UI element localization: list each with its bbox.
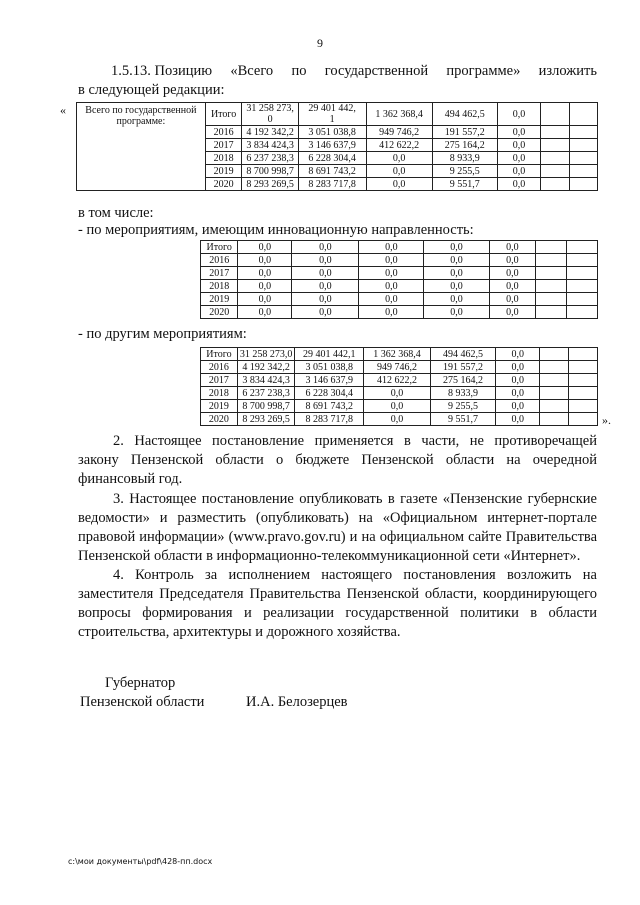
empty-cell <box>567 241 598 254</box>
empty-cell <box>536 241 567 254</box>
table-cell: 8 933,9 <box>432 152 497 165</box>
empty-cell <box>536 306 567 319</box>
signature-name: И.А. Белозерцев <box>246 694 348 710</box>
table-cell: 8 691 743,2 <box>298 165 366 178</box>
empty-cell <box>541 152 569 165</box>
item-1513-word: 1.5.13. Позицию <box>111 63 213 79</box>
table-cell: 0,0 <box>238 293 292 306</box>
item-1513-word: по <box>291 63 307 79</box>
table-cell: 4 192 342,2 <box>237 361 295 374</box>
para3-line: ведомости» и разместить (опубликовать) на «Официальном интернет-портале <box>78 510 597 526</box>
table-cell: 8 700 998,7 <box>242 165 298 178</box>
table-cell: 0,0 <box>424 241 489 254</box>
table-cell: 0,0 <box>359 241 424 254</box>
empty-cell <box>569 126 597 139</box>
table-cell: 0,0 <box>364 400 431 413</box>
para2-line: закону Пензенской области о бюджете Пензенской области на очередной <box>78 452 597 468</box>
empty-cell <box>569 152 597 165</box>
other-heading: - по другим мероприятиям: <box>78 326 247 342</box>
table-cell: 0,0 <box>496 374 540 387</box>
item-1513-word: государственной <box>324 63 429 79</box>
table-cell: 0,0 <box>238 280 292 293</box>
table-cell: 0,0 <box>364 413 431 426</box>
table-cell: 0,0 <box>497 178 541 191</box>
table-cell: 0,0 <box>359 280 424 293</box>
empty-cell <box>541 103 569 126</box>
table-row <box>201 413 598 426</box>
table-cell: 0,0 <box>424 293 489 306</box>
table-cell: 2017 <box>201 374 238 387</box>
table-cell: 0,0 <box>424 306 489 319</box>
table-cell: 0,0 <box>238 254 292 267</box>
table-cell: Итого <box>201 348 238 361</box>
empty-cell <box>567 306 598 319</box>
empty-cell <box>536 280 567 293</box>
table-cell: Итого <box>205 103 242 126</box>
table-cell: 0,0 <box>496 348 540 361</box>
table-cell: 2016 <box>201 254 238 267</box>
table-cell: 494 462,5 <box>432 103 497 126</box>
table-row <box>201 254 598 267</box>
table-cell: 0,0 <box>366 165 432 178</box>
table-cell: 8 293 269,5 <box>242 178 298 191</box>
table-cell: 191 557,2 <box>430 361 495 374</box>
empty-cell <box>541 126 569 139</box>
empty-cell <box>536 254 567 267</box>
empty-cell <box>569 413 598 426</box>
table-cell: 0,0 <box>489 241 536 254</box>
table-cell: 8 293 269,5 <box>237 413 295 426</box>
table-cell: 29 401 442, 1 <box>298 103 366 126</box>
table-row <box>201 348 598 361</box>
table-cell: 0,0 <box>489 280 536 293</box>
table-cell: 0,0 <box>497 103 541 126</box>
table-cell: 949 746,2 <box>364 361 431 374</box>
table-row <box>201 387 598 400</box>
table-cell: 3 051 038,8 <box>298 126 366 139</box>
total-program-table <box>76 102 598 191</box>
table-cell: 2017 <box>205 139 242 152</box>
table-cell: 0,0 <box>496 387 540 400</box>
table-cell: 275 164,2 <box>430 374 495 387</box>
table-cell: 3 146 637,9 <box>298 139 366 152</box>
table-cell: 275 164,2 <box>432 139 497 152</box>
empty-cell <box>567 254 598 267</box>
para3-line: 3. Настоящее постановление опубликовать в газете «Пензенские губернские <box>113 491 597 507</box>
other-table <box>200 347 598 426</box>
table-cell: 2019 <box>201 400 238 413</box>
table-cell: 0,0 <box>292 280 359 293</box>
para3-line: Пензенской области в информационно-телекоммуникационной сети «Интернет». <box>78 548 581 564</box>
table-cell: 0,0 <box>292 306 359 319</box>
table-cell: 0,0 <box>238 267 292 280</box>
table-cell: 0,0 <box>238 306 292 319</box>
item-1513-line1 <box>111 62 597 81</box>
empty-cell <box>540 400 569 413</box>
table-cell: 29 401 442,1 <box>295 348 364 361</box>
empty-cell <box>536 293 567 306</box>
table-cell: 0,0 <box>424 267 489 280</box>
table-cell: 0,0 <box>364 387 431 400</box>
table-cell: 0,0 <box>359 254 424 267</box>
empty-cell <box>541 139 569 152</box>
table-cell: 0,0 <box>496 400 540 413</box>
empty-cell <box>569 103 597 126</box>
table-cell: 8 933,9 <box>430 387 495 400</box>
including-label: в том числе: <box>78 205 154 221</box>
empty-cell <box>540 348 569 361</box>
empty-cell <box>540 361 569 374</box>
signature-title-1: Губернатор <box>105 675 176 691</box>
table-cell: 0,0 <box>424 254 489 267</box>
table-row <box>201 400 598 413</box>
empty-cell <box>540 387 569 400</box>
para4-line: строительства, архитектуры и дорожного хозяйства. <box>78 624 401 640</box>
table-cell: 412 622,2 <box>364 374 431 387</box>
empty-cell <box>569 139 597 152</box>
table-cell: 0,0 <box>292 254 359 267</box>
table-row <box>201 267 598 280</box>
item-1513-word: «Всего <box>230 63 274 79</box>
table-cell: 2020 <box>201 413 238 426</box>
table-cell: 0,0 <box>359 267 424 280</box>
table-cell: 0,0 <box>292 267 359 280</box>
table-cell: 949 746,2 <box>366 126 432 139</box>
item-1513-word: изложить <box>538 63 597 79</box>
table-cell: 412 622,2 <box>366 139 432 152</box>
table-row <box>201 293 598 306</box>
table-cell: 0,0 <box>489 293 536 306</box>
empty-cell <box>536 267 567 280</box>
table-cell: 3 834 424,3 <box>242 139 298 152</box>
table-cell: 4 192 342,2 <box>242 126 298 139</box>
table-cell: 2016 <box>205 126 242 139</box>
table-cell: 2018 <box>205 152 242 165</box>
table-cell: 6 228 304,4 <box>298 152 366 165</box>
close-quote: ». <box>602 413 611 427</box>
table-cell: 8 283 717,8 <box>295 413 364 426</box>
table-cell: 31 258 273, 0 <box>242 103 298 126</box>
table-cell: 2018 <box>201 280 238 293</box>
para2-line: 2. Настоящее постановление применяется в части, не противоречащей <box>113 433 597 449</box>
empty-cell <box>569 387 598 400</box>
table-row <box>201 361 598 374</box>
table-cell: 6 228 304,4 <box>295 387 364 400</box>
table-cell: 8 283 717,8 <box>298 178 366 191</box>
empty-cell <box>569 178 597 191</box>
table-cell: 0,0 <box>489 306 536 319</box>
table-cell: 6 237 238,3 <box>237 387 295 400</box>
footer-file-path: c:\мои документы\pdf\428-пп.docx <box>68 857 213 866</box>
para3-line: правовой информации» (www.pravo.gov.ru) и на официальном сайте Правительства <box>78 529 597 545</box>
table-cell: 2019 <box>201 293 238 306</box>
empty-cell <box>569 165 597 178</box>
table-cell: 0,0 <box>497 152 541 165</box>
empty-cell <box>540 413 569 426</box>
table-row <box>201 306 598 319</box>
table-cell: 0,0 <box>424 280 489 293</box>
table-cell: 2020 <box>205 178 242 191</box>
table-cell: 0,0 <box>366 152 432 165</box>
table-cell: 0,0 <box>238 241 292 254</box>
table-row <box>201 374 598 387</box>
empty-cell <box>569 361 598 374</box>
table-row <box>77 103 598 126</box>
empty-cell <box>569 348 598 361</box>
table-cell: 8 691 743,2 <box>295 400 364 413</box>
table-cell: 9 255,5 <box>430 400 495 413</box>
empty-cell <box>567 293 598 306</box>
table-cell: 2019 <box>205 165 242 178</box>
table-cell: 9 255,5 <box>432 165 497 178</box>
empty-cell <box>540 374 569 387</box>
table-cell: 0,0 <box>496 361 540 374</box>
signature-title-2: Пензенской области <box>80 694 205 710</box>
table-cell: 6 237 238,3 <box>242 152 298 165</box>
empty-cell <box>541 165 569 178</box>
table-cell: 9 551,7 <box>430 413 495 426</box>
table-cell: 0,0 <box>489 267 536 280</box>
empty-cell <box>569 400 598 413</box>
table-cell: 0,0 <box>489 254 536 267</box>
table-cell: 0,0 <box>497 126 541 139</box>
table-cell: 2020 <box>201 306 238 319</box>
table-cell: 0,0 <box>497 139 541 152</box>
table-cell: 1 362 368,4 <box>364 348 431 361</box>
innovation-table <box>200 240 598 319</box>
table-cell: 3 834 424,3 <box>237 374 295 387</box>
table-cell: 0,0 <box>292 293 359 306</box>
table-cell: 0,0 <box>497 165 541 178</box>
table-cell: Итого <box>201 241 238 254</box>
table-cell: 3 051 038,8 <box>295 361 364 374</box>
para4-line: вопросы формирования и реализации государственной политики в области <box>78 605 597 621</box>
table-cell: 0,0 <box>366 178 432 191</box>
table-row-label: Всего по государственной программе: <box>77 103 206 191</box>
open-quote: « <box>60 103 66 117</box>
table-cell: 0,0 <box>359 306 424 319</box>
table-cell: 8 700 998,7 <box>237 400 295 413</box>
innovation-heading: - по мероприятиям, имеющим инновационную направленность: <box>78 222 474 238</box>
table-cell: 2016 <box>201 361 238 374</box>
empty-cell <box>541 178 569 191</box>
table-cell: 494 462,5 <box>430 348 495 361</box>
para2-line: финансовый год. <box>78 471 183 487</box>
table-row <box>201 241 598 254</box>
table-cell: 2017 <box>201 267 238 280</box>
table-cell: 9 551,7 <box>432 178 497 191</box>
item-1513-word: программе» <box>446 63 521 79</box>
table-cell: 0,0 <box>292 241 359 254</box>
empty-cell <box>567 267 598 280</box>
table-cell: 0,0 <box>496 413 540 426</box>
empty-cell <box>567 280 598 293</box>
table-cell: 2018 <box>201 387 238 400</box>
table-cell: 0,0 <box>359 293 424 306</box>
table-cell: 3 146 637,9 <box>295 374 364 387</box>
table-cell: 31 258 273,0 <box>237 348 295 361</box>
table-cell: 1 362 368,4 <box>366 103 432 126</box>
item-1513-line2: в следующей редакции: <box>78 82 225 98</box>
table-row <box>201 280 598 293</box>
empty-cell <box>569 374 598 387</box>
table-cell: 191 557,2 <box>432 126 497 139</box>
para4-line: 4. Контроль за исполнением настоящего постановления возложить на <box>113 567 597 583</box>
para4-line: заместителя Председателя Правительства Пензенской области, координирующего <box>78 586 597 602</box>
page-number: 9 <box>317 36 323 50</box>
